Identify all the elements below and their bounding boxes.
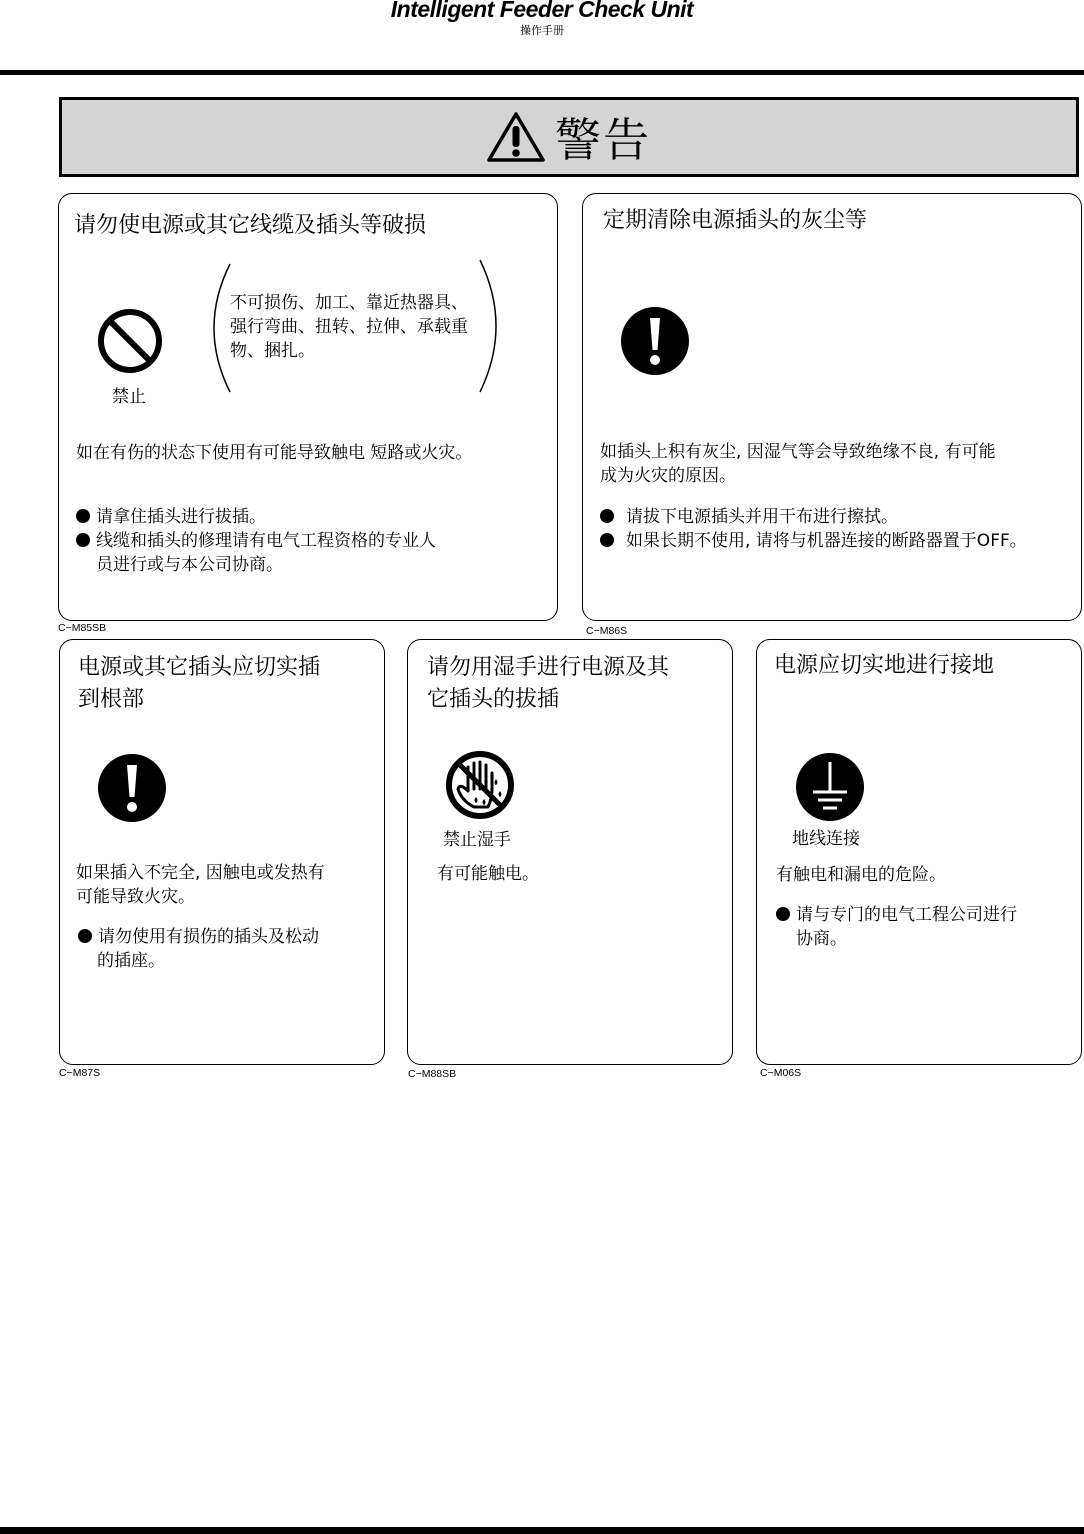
figure-code: C−M86S	[586, 625, 628, 637]
bullet-dot-icon	[776, 907, 790, 921]
panel-title: 请勿使电源或其它线缆及插头等破损	[74, 213, 427, 238]
prohibition-icon	[96, 307, 164, 375]
bottom-rule	[0, 1527, 1084, 1534]
bullet-item: 请拿住插头进行拔插。	[76, 505, 266, 529]
figure-code: C−M06S	[760, 1067, 802, 1079]
ground-connection-icon	[795, 752, 865, 822]
bullet-item: 请勿使用有损伤的插头及松动	[78, 925, 319, 949]
panel-title: 电源应切实地进行接地	[774, 653, 995, 678]
panel-body: 如插头上积有灰尘, 因湿气等会导致绝缘不良, 有可能	[600, 442, 996, 462]
warning-banner-text: 警告	[555, 113, 651, 167]
panel-body: 成为火灾的原因。	[600, 466, 736, 486]
panel-body: 有触电和漏电的危险。	[776, 865, 946, 885]
bullet-dot-icon	[76, 533, 90, 547]
bullet-continuation: 协商。	[796, 929, 847, 949]
manual-subtitle: 操作手册	[520, 24, 564, 37]
panel-body: 可能导致火灾。	[76, 887, 195, 907]
no-wet-hands-icon	[443, 750, 517, 820]
right-paren-icon	[476, 258, 506, 394]
panel-title: 定期清除电源插头的灰尘等	[603, 208, 868, 233]
panel-title: 电源或其它插头应切实插	[78, 655, 321, 680]
figure-code: C−M87S	[59, 1067, 101, 1079]
bullet-continuation: 员进行或与本公司协商。	[96, 555, 283, 575]
warning-triangle-icon	[487, 111, 545, 163]
bullet-item: 线缆和插头的修理请有电气工程资格的专业人	[76, 529, 436, 553]
panel-title: 它插头的拔插	[427, 687, 560, 712]
panel-title: 到根部	[78, 687, 145, 712]
bullet-dot-icon	[78, 929, 92, 943]
panel-grounding	[756, 639, 1082, 1065]
icon-caption: 禁止	[112, 387, 146, 407]
icon-caption: 地线连接	[792, 829, 860, 849]
bullet-dot-icon	[600, 509, 614, 523]
figure-code: C−M88SB	[408, 1068, 457, 1080]
manual-title: Intelligent Feeder Check Unit	[390, 0, 694, 22]
mandatory-exclamation-icon	[620, 306, 690, 376]
panel-title: 请勿用湿手进行电源及其	[427, 655, 670, 680]
bullet-continuation: 的插座。	[97, 951, 165, 971]
bullet-dot-icon	[600, 533, 614, 547]
paren-line: 不可损伤、加工、靠近热器具、	[230, 293, 468, 313]
panel-body: 有可能触电。	[437, 864, 539, 884]
bullet-item: 请与专门的电气工程公司进行	[776, 903, 1017, 927]
panel-body: 如果插入不完全, 因触电或发热有	[76, 863, 325, 883]
mandatory-exclamation-icon	[97, 753, 167, 823]
paren-line: 强行弯曲、扭转、拉伸、承载重	[230, 317, 468, 337]
warning-banner	[59, 97, 1079, 177]
figure-code: C−M85SB	[58, 622, 107, 634]
paren-line: 物、捆扎。	[230, 341, 315, 361]
panel-body: 如在有伤的状态下使用有可能导致触电 短路或火灾。	[76, 443, 473, 463]
panel-dust-cleaning	[582, 193, 1082, 621]
bullet-item: 如果长期不使用, 请将与机器连接的断路器置于OFF。	[600, 529, 1027, 553]
bullet-dot-icon	[76, 509, 90, 523]
bullet-item: 请拔下电源插头并用干布进行擦拭。	[600, 505, 898, 529]
icon-caption: 禁止湿手	[443, 830, 511, 850]
top-rule	[0, 70, 1084, 75]
